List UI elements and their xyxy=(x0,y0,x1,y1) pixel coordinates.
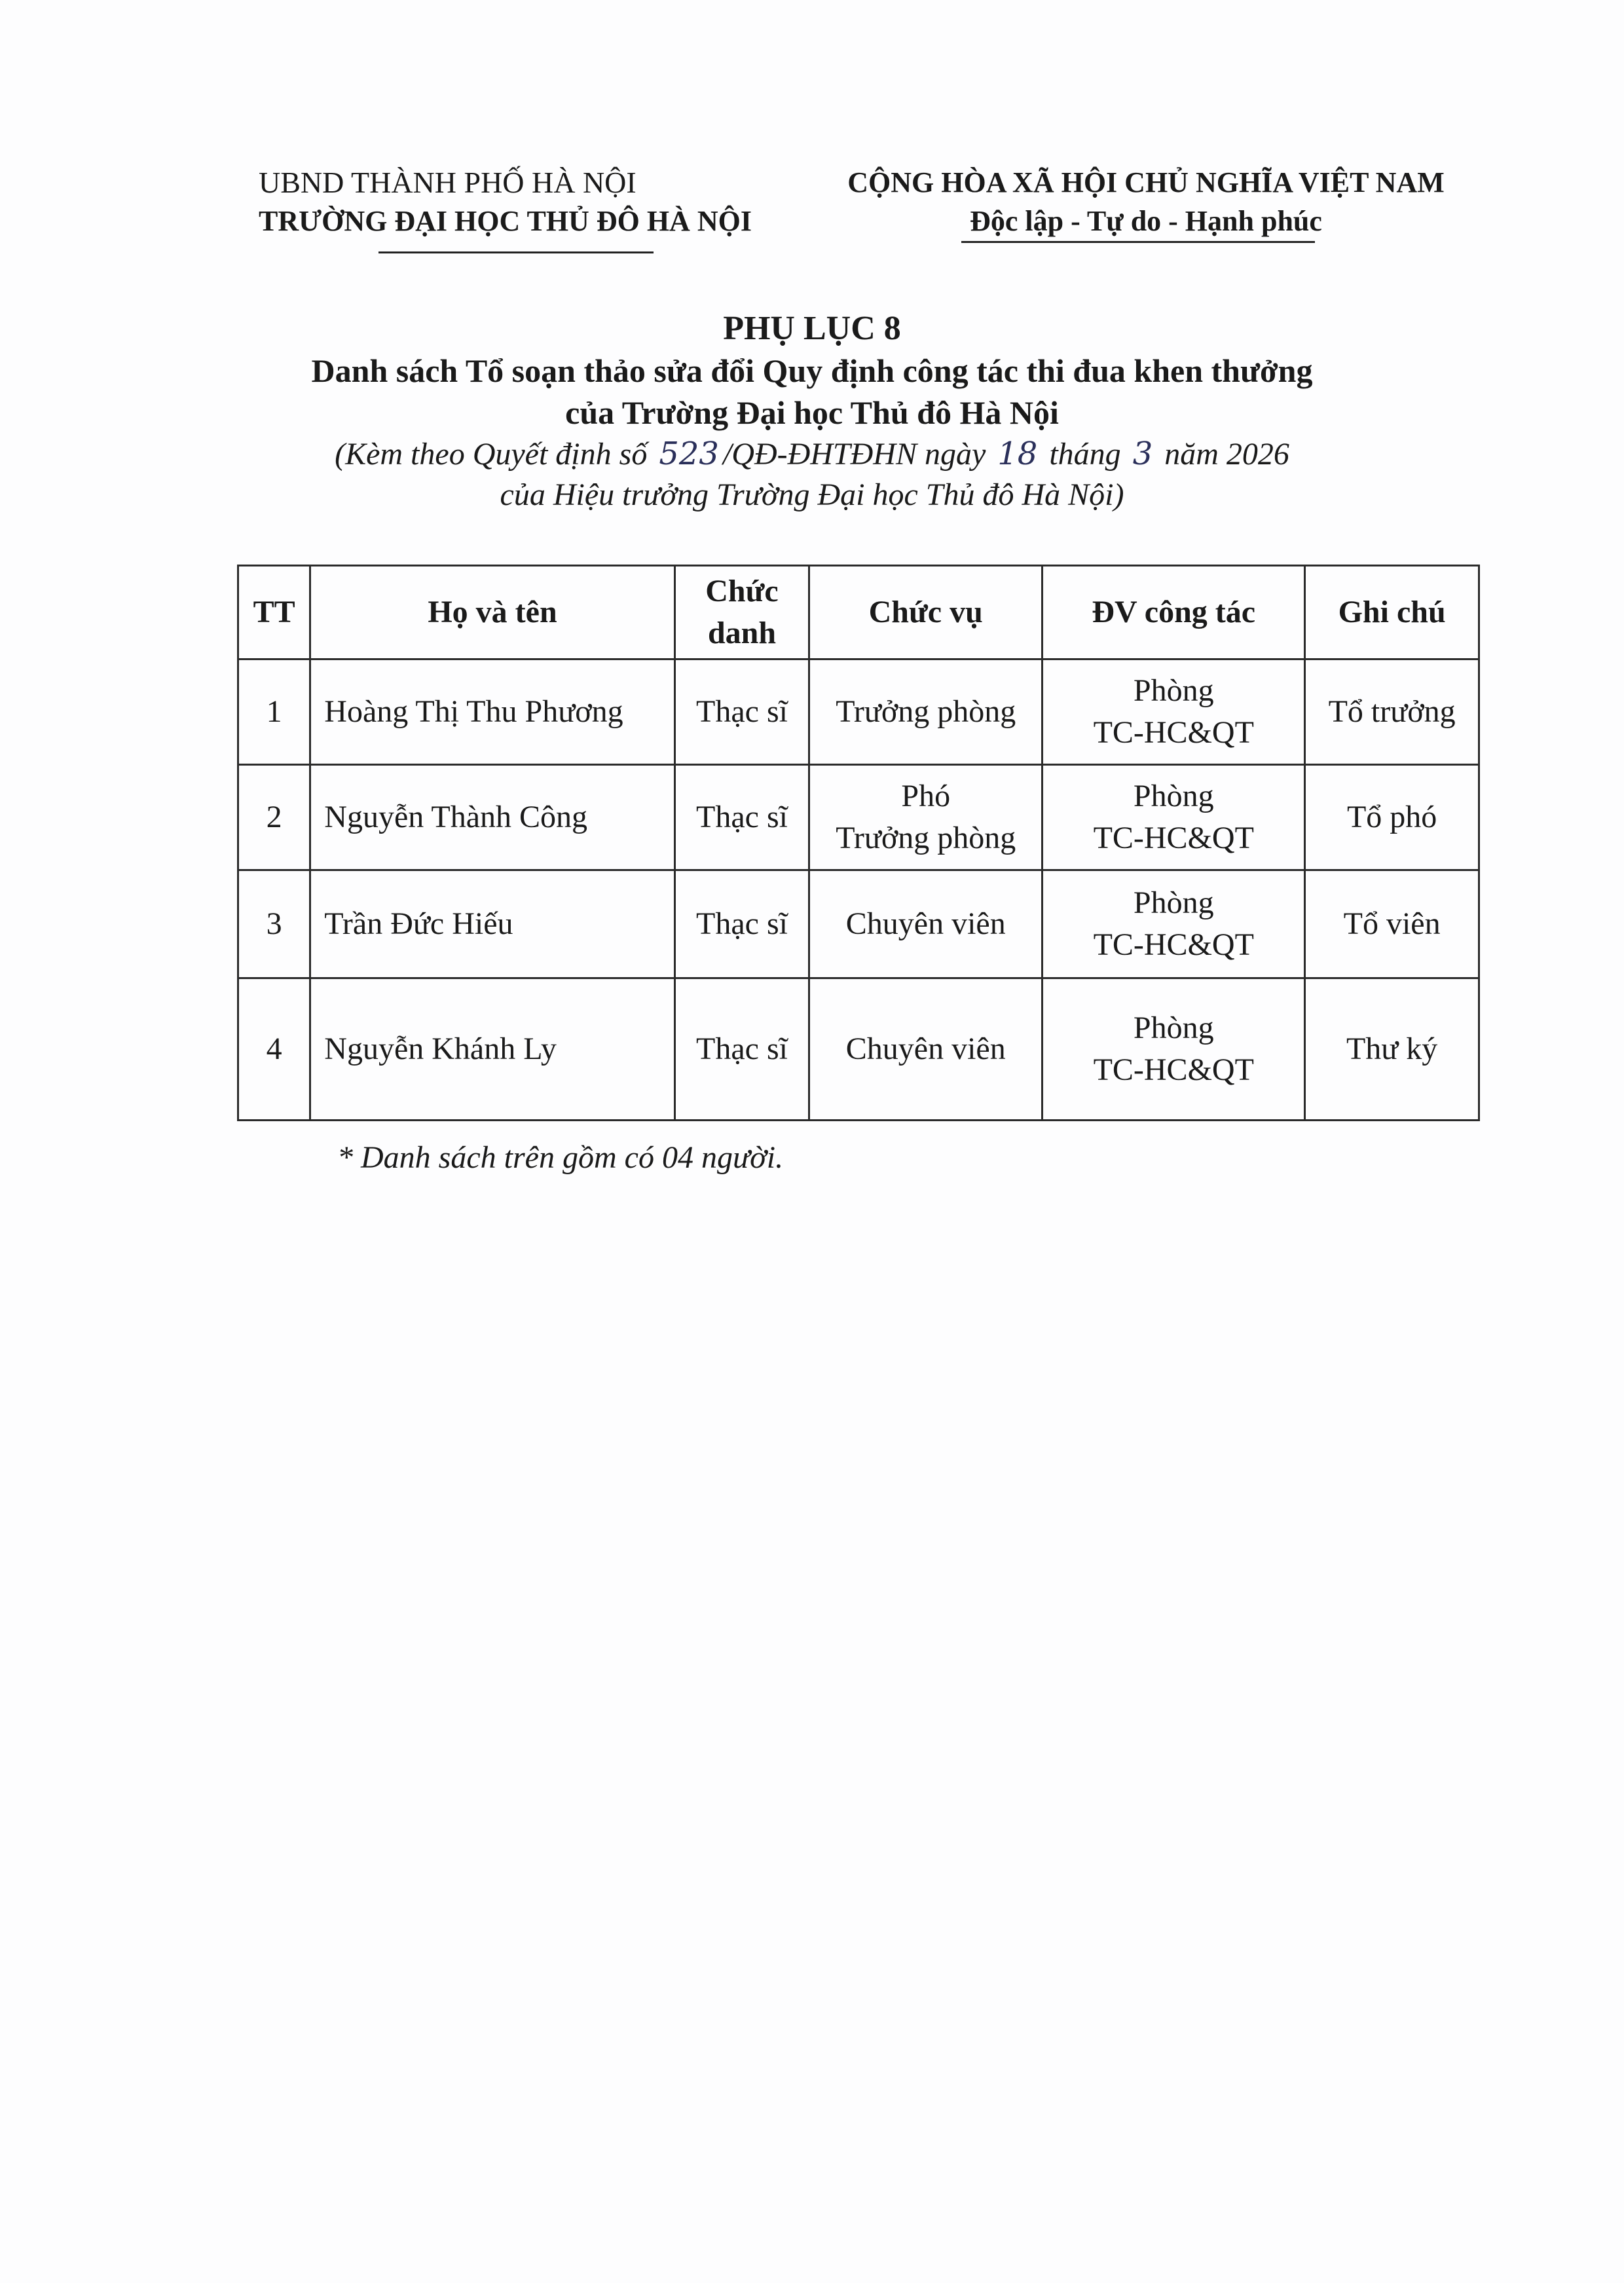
cell-tt: 3 xyxy=(238,870,310,978)
issuer-block xyxy=(259,164,752,241)
cell-position-line1: Phó xyxy=(901,779,951,813)
cell-position-line1: Chuyên viên xyxy=(845,906,1006,941)
footnote: * Danh sách trên gồm có 04 người. xyxy=(337,1140,784,1175)
table-row xyxy=(238,659,1479,765)
motto-underline xyxy=(961,241,1315,243)
issuer-authority: UBND THÀNH PHỐ HÀ NỘI xyxy=(259,166,637,199)
header-title xyxy=(674,566,809,659)
cell-position-line1: Trưởng phòng xyxy=(836,694,1016,729)
document-subtitle-1: Danh sách Tổ soạn thảo sửa đổi Quy định công tác thi đua khen thưởng xyxy=(311,352,1313,389)
national-motto: Độc lập - Tự do - Hạnh phúc xyxy=(970,205,1322,237)
cell-title: Thạc sĩ xyxy=(674,978,809,1121)
table-row xyxy=(238,870,1479,978)
national-name: CỘNG HÒA XÃ HỘI CHỦ NGHĨA VIỆT NAM xyxy=(847,166,1445,198)
attachment-reference-line2: của Hiệu trưởng Trường Đại học Thủ đô Hà Nội) xyxy=(500,477,1124,512)
attachment-mid2: tháng xyxy=(1049,437,1121,472)
cell-title: Thạc sĩ xyxy=(674,659,809,765)
cell-position xyxy=(809,765,1043,870)
cell-note: Tổ trưởng xyxy=(1305,659,1479,765)
cell-unit xyxy=(1043,978,1305,1121)
cell-unit-line2: TC-HC&QT xyxy=(1093,715,1254,750)
cell-name: Trần Đức Hiếu xyxy=(310,870,674,978)
header-unit: ĐV công tác xyxy=(1043,566,1305,659)
cell-note: Tổ viên xyxy=(1305,870,1479,978)
decision-day: 18 xyxy=(997,436,1038,472)
cell-unit-line1: Phòng xyxy=(1133,1011,1214,1045)
issuer-school: TRƯỜNG ĐẠI HỌC THỦ ĐÔ HÀ NỘI xyxy=(259,205,752,237)
members-table xyxy=(237,565,1480,1121)
cell-unit-line1: Phòng xyxy=(1133,885,1214,920)
cell-unit-line1: Phòng xyxy=(1133,779,1214,813)
header-name: Họ và tên xyxy=(310,566,674,659)
decision-number: 523 xyxy=(659,436,719,472)
title-block xyxy=(196,308,1428,515)
attachment-mid1: /QĐ-ĐHTĐHN ngày xyxy=(722,437,986,472)
header-tt: TT xyxy=(238,566,310,659)
header-title-line2: danh xyxy=(707,616,777,650)
cell-unit xyxy=(1043,870,1305,978)
cell-note: Tổ phó xyxy=(1305,765,1479,870)
cell-position-line2: Trưởng phòng xyxy=(836,821,1016,855)
attachment-prefix: (Kèm theo Quyết định số xyxy=(335,437,648,472)
appendix-title: PHỤ LỤC 8 xyxy=(723,310,901,347)
header-title-line1: Chức xyxy=(705,574,779,608)
attachment-suffix: năm 2026 xyxy=(1164,437,1289,472)
attachment-reference xyxy=(196,434,1428,475)
document-subtitle-2: của Trường Đại học Thủ đô Hà Nội xyxy=(565,394,1059,431)
cell-position-line1: Chuyên viên xyxy=(845,1031,1006,1066)
cell-unit-line1: Phòng xyxy=(1133,673,1214,708)
cell-tt: 1 xyxy=(238,659,310,765)
cell-unit-line2: TC-HC&QT xyxy=(1093,927,1254,962)
decision-month: 3 xyxy=(1132,436,1153,472)
cell-position xyxy=(809,659,1043,765)
cell-name: Hoàng Thị Thu Phương xyxy=(310,659,674,765)
cell-name: Nguyễn Khánh Ly xyxy=(310,978,674,1121)
issuer-underline xyxy=(378,251,654,253)
cell-title: Thạc sĩ xyxy=(674,765,809,870)
cell-unit xyxy=(1043,659,1305,765)
cell-title: Thạc sĩ xyxy=(674,870,809,978)
cell-name: Nguyễn Thành Công xyxy=(310,765,674,870)
header-note: Ghi chú xyxy=(1305,566,1479,659)
cell-tt: 4 xyxy=(238,978,310,1121)
cell-unit xyxy=(1043,765,1305,870)
cell-tt: 2 xyxy=(238,765,310,870)
table-row xyxy=(238,765,1479,870)
table-row xyxy=(238,978,1479,1121)
header-position: Chức vụ xyxy=(809,566,1043,659)
cell-unit-line2: TC-HC&QT xyxy=(1093,1052,1254,1087)
cell-note: Thư ký xyxy=(1305,978,1479,1121)
cell-position xyxy=(809,870,1043,978)
national-motto-block xyxy=(819,164,1473,241)
cell-unit-line2: TC-HC&QT xyxy=(1093,821,1254,855)
table-header-row xyxy=(238,566,1479,659)
cell-position xyxy=(809,978,1043,1121)
